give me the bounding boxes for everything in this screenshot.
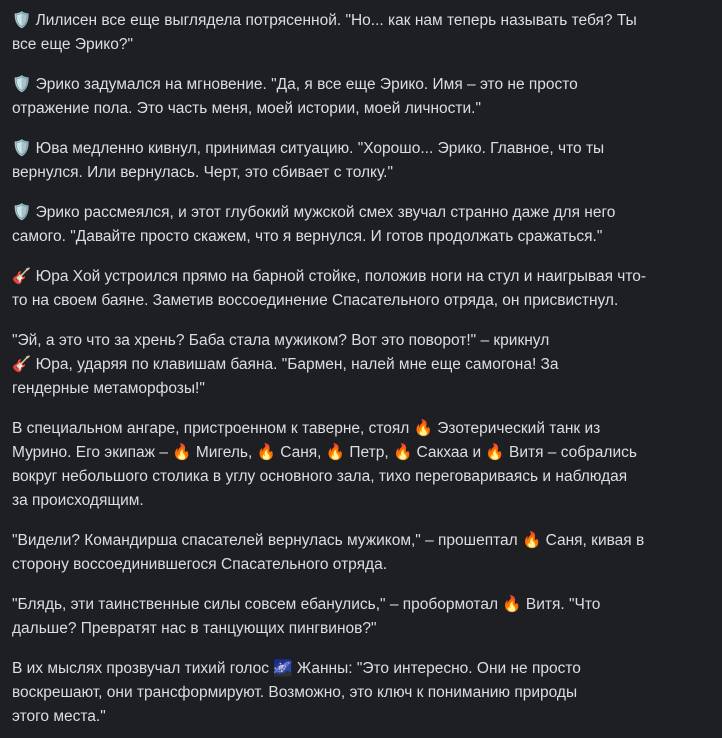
message-paragraph-10: В их мыслях прозвучал тихий голос 🌌 Жанны: "Это интересно. Они не просто воскрешают, они трансформируют. Возможно, это ключ к пониманию природы этого места.": [12, 660, 581, 725]
message-paragraph-1: 🛡️ Лилисен все еще выглядела потрясенной. "Но... как нам теперь называть тебя? Ты все еще Эрико?": [12, 12, 637, 53]
message-paragraph-3: 🛡️ Юва медленно кивнул, принимая ситуацию. "Хорошо... Эрико. Главное, что ты вернулся. Или вернулась. Черт, это сбивает с толку.": [12, 140, 605, 181]
message-paragraph-9: "Блядь, эти таинственные силы совсем ебанулись," – пробормотал 🔥 Витя. "Что дальше? Превратят нас в танцующих пингвинов?": [12, 596, 601, 637]
message-paragraph-6: "Эй, а это что за хрень? Баба стала мужиком? Вот это поворот!" – крикнул 🎸 Юра, ударяя по клавишам баяна. "Бармен, налей мне еще самогона! За гендерные метаморфозы!": [12, 332, 559, 397]
message-paragraph-7: В специальном ангаре, пристроенном к таверне, стоял 🔥 Эзотерический танк из Мурино. Его экипаж – 🔥 Мигель, 🔥 Саня, 🔥 Петр, 🔥 Сакхаа и 🔥 Витя – собрались вокруг небольшого столика в углу основного зала, тихо переговариваясь и наблюдая за происходящим.: [12, 420, 637, 509]
message-paragraph-4: 🛡️ Эрико рассмеялся, и этот глубокий мужской смех звучал странно даже для него самого. "Давайте просто скажем, что я вернулся. И готов продолжать сражаться.": [12, 204, 616, 245]
message-paragraph-5: 🎸 Юра Хой устроился прямо на барной стойке, положив ноги на стул и наигрывая что- то на своем баяне. Заметив воссоединение Спасательного отряда, он присвистнул.: [12, 268, 647, 309]
message-paragraph-8: "Видели? Командирша спасателей вернулась мужиком," – прошептал 🔥 Саня, кивая в сторону воссоединившегося Спасательного отряда.: [12, 532, 645, 573]
message-paragraph-2: 🛡️ Эрико задумался на мгновение. "Да, я все еще Эрико. Имя – это не просто отражение пола. Это часть меня, моей истории, моей личности.": [12, 76, 578, 117]
